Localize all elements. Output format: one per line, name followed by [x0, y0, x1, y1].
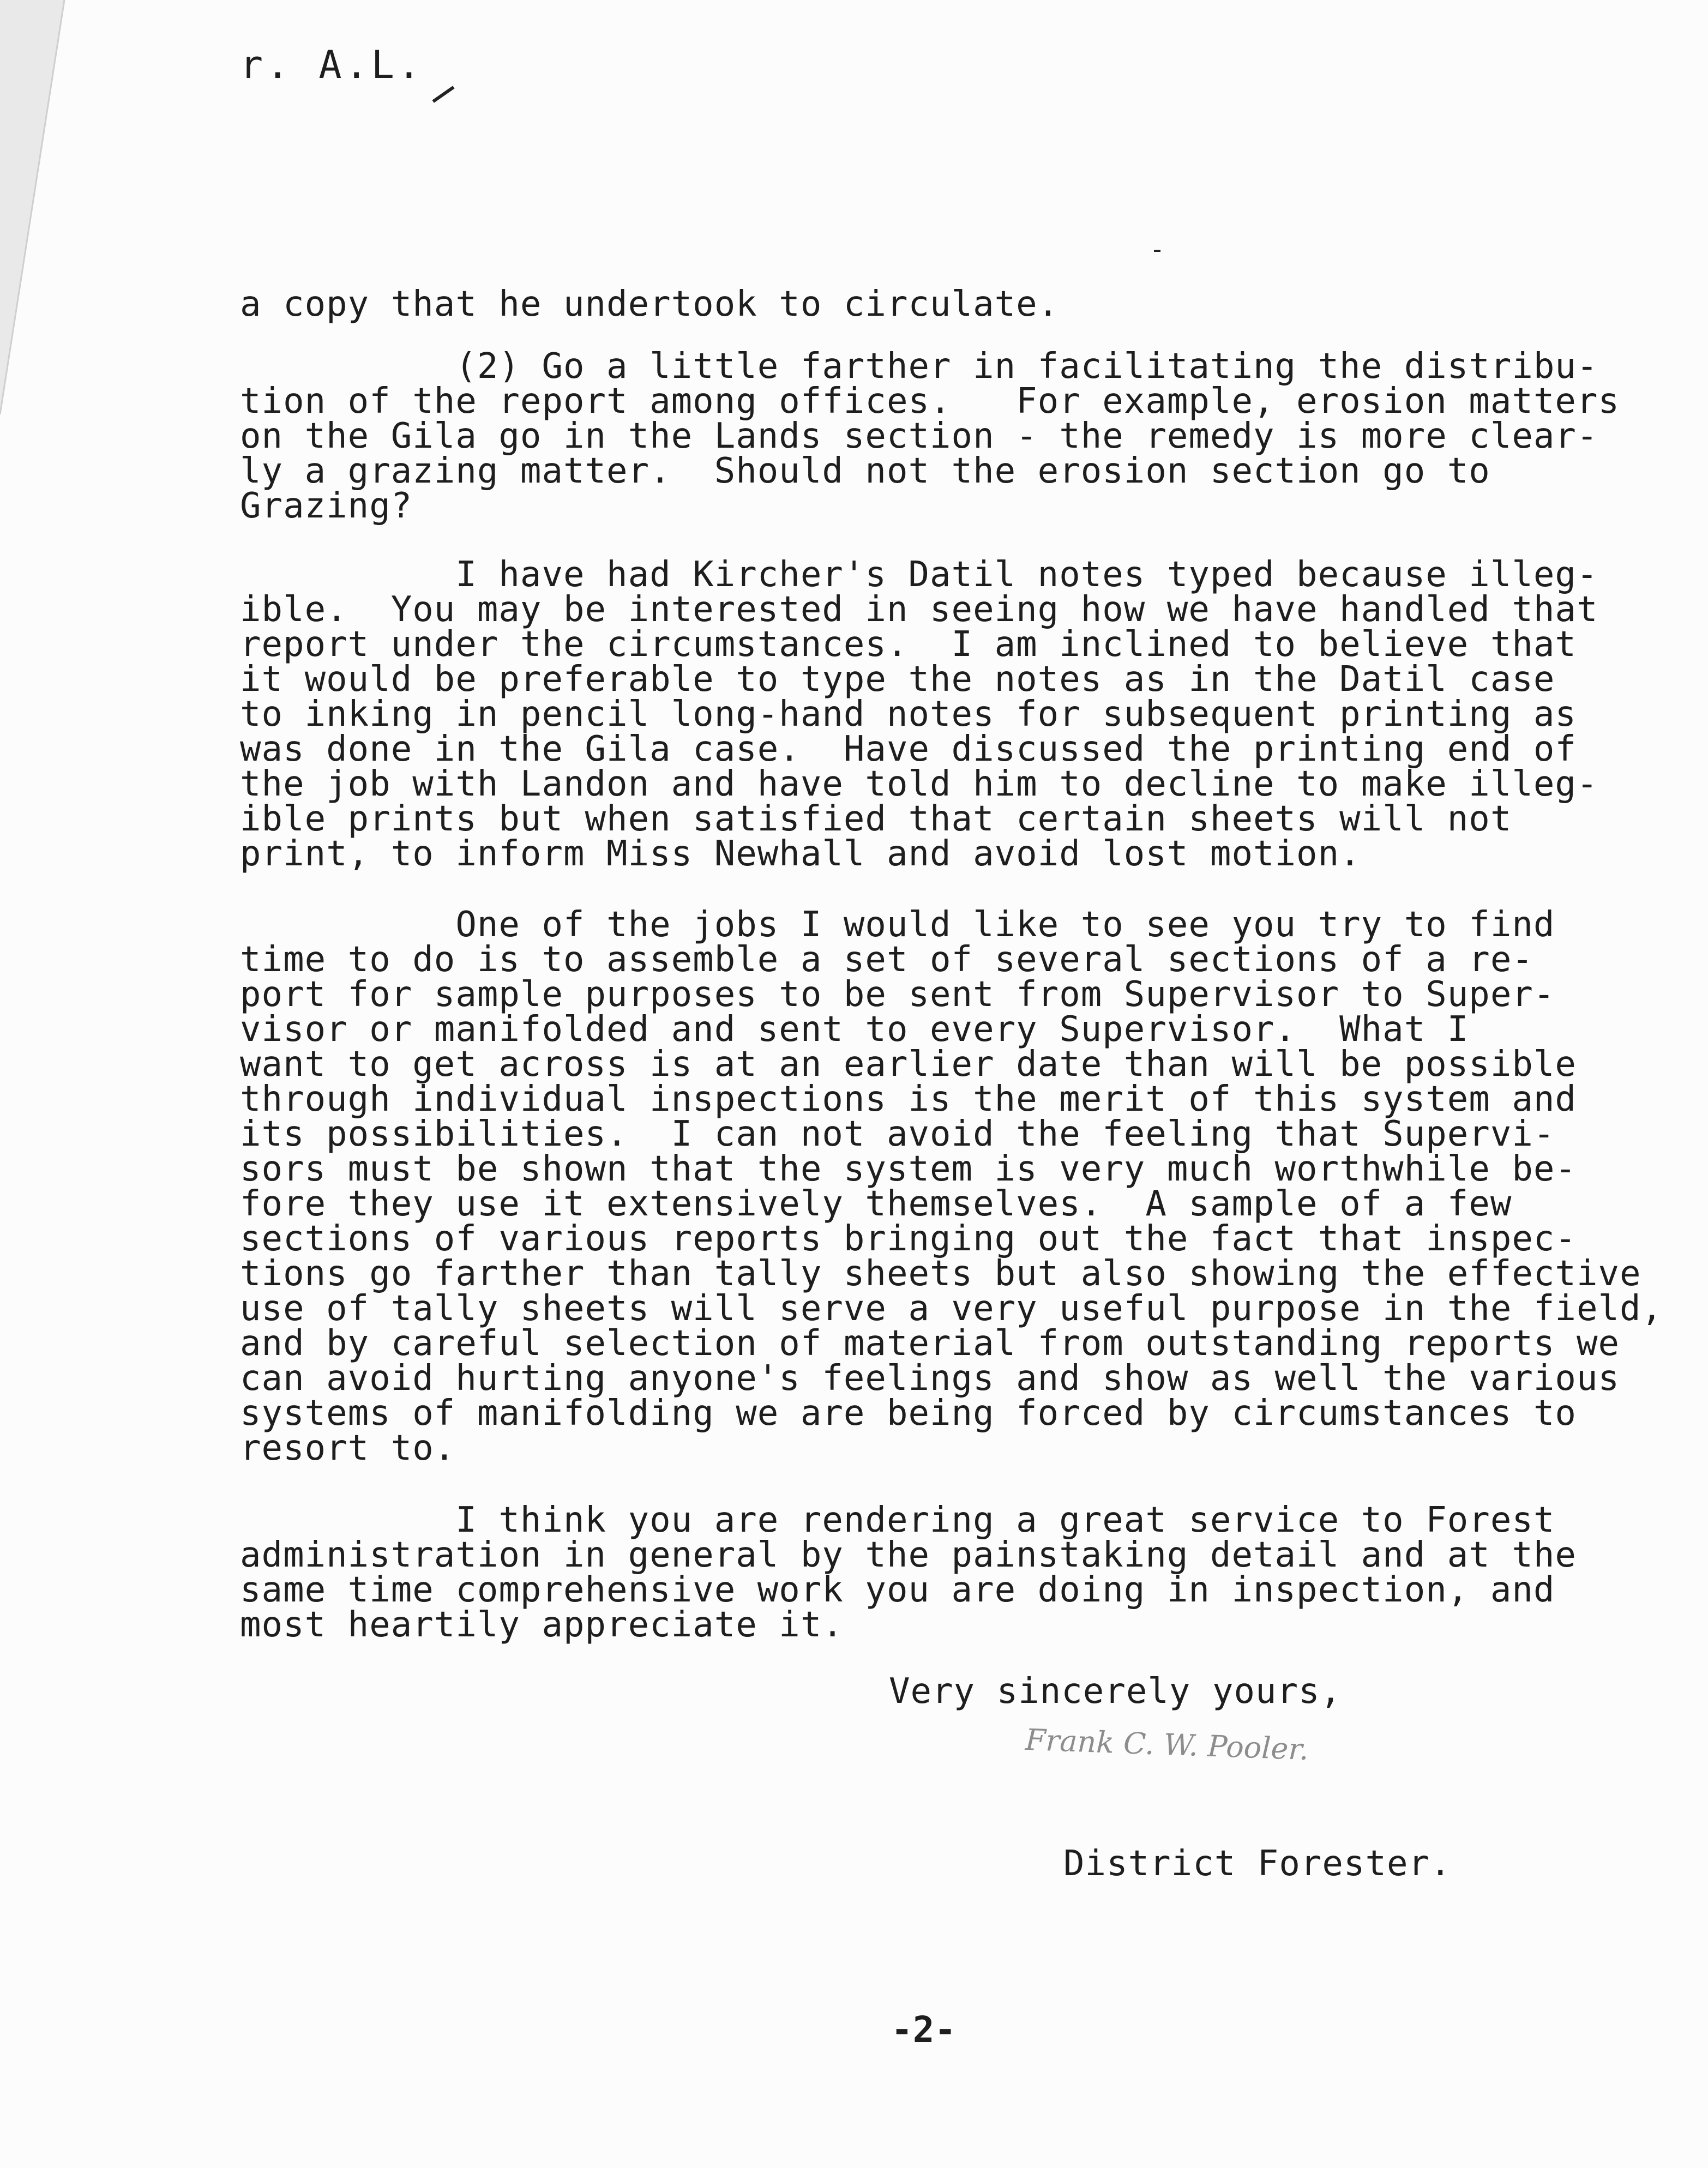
paragraph-3-line-1: time to do is to assemble a set of several sections of a re- [240, 940, 1533, 980]
paragraph-3-line-5: through individual inspections is the merit of this system and [240, 1079, 1577, 1119]
paragraph-3-line-15: resort to. [240, 1428, 456, 1468]
paragraph-3-line-7: sors must be shown that the system is very much worthwhile be- [240, 1149, 1577, 1189]
paragraph-1-line-4: Grazing? [240, 486, 413, 526]
paragraph-3-line-9: sections of various reports bringing out the fact that inspec- [240, 1219, 1577, 1259]
paragraph-2-line-4: to inking in pencil long-hand notes for subsequent printing as [240, 694, 1577, 734]
paragraph-4-line-3: most heartily appreciate it. [240, 1605, 844, 1645]
paragraph-3-line-2: port for sample purposes to be sent from Supervisor to Super- [240, 974, 1555, 1015]
paragraph-3-line-13: can avoid hurting anyone's feelings and show as well the various [240, 1358, 1620, 1399]
paragraph-2-line-0: I have had Kircher's Datil notes typed because illeg- [240, 555, 1598, 595]
paragraph-1-line-0: (2) Go a little farther in facilitating the distribu- [240, 346, 1598, 387]
paragraph-1-line-2: on the Gila go in the Lands section - the remedy is more clear- [240, 416, 1598, 456]
paragraph-3-line-10: tions go farther than tally sheets but also showing the effective [240, 1254, 1641, 1294]
page-number: -2- [891, 2009, 957, 2051]
paragraph-3-line-8: fore they use it extensively themselves. A sample of a few [240, 1184, 1512, 1224]
paragraph-2-line-8: print, to inform Miss Newhall and avoid lost motion. [240, 834, 1361, 874]
paragraph-2-line-6: the job with Landon and have told him to decline to make illeg- [240, 764, 1598, 804]
paragraph-3-line-14: systems of manifolding we are being forced by circumstances to [240, 1393, 1577, 1434]
signature: Frank C. W. Pooler. [1025, 1722, 1309, 1767]
paragraph-3-line-11: use of tally sheets will serve a very useful purpose in the field, [240, 1288, 1663, 1329]
paragraph-3-line-12: and by careful selection of material from outstanding reports we [240, 1323, 1620, 1364]
paragraph-1-line-3: ly a grazing matter. Should not the erosion section go to [240, 451, 1490, 491]
recipient-heading: r. A.L. [240, 43, 424, 87]
paragraph-3-line-0: One of the jobs I would like to see you try to find [240, 905, 1555, 945]
paragraph-1-line-1: tion of the report among offices. For example, erosion matters [240, 381, 1620, 421]
paragraph-2-line-2: report under the circumstances. I am inclined to believe that [240, 624, 1577, 665]
paragraph-0-line-0: a copy that he undertook to circulate. [240, 284, 1060, 324]
paragraph-4-line-2: same time comprehensive work you are doing in inspection, and [240, 1570, 1555, 1610]
stray-mark [1154, 250, 1160, 252]
paragraph-3-line-4: want to get across is at an earlier date than will be possible [240, 1044, 1577, 1085]
paragraph-2-line-3: it would be preferable to type the notes as in the Datil case [240, 659, 1555, 700]
paragraph-2-line-5: was done in the Gila case. Have discussed the printing end of [240, 729, 1577, 769]
paragraph-4-line-1: administration in general by the painstaking detail and at the [240, 1535, 1577, 1575]
paragraph-3-line-3: visor or manifolded and sent to every Supervisor. What I [240, 1009, 1469, 1050]
signer-title: District Forester. [1063, 1844, 1452, 1884]
paragraph-4-line-0: I think you are rendering a great service to Forest [240, 1500, 1555, 1540]
paragraph-2-line-1: ible. You may be interested in seeing how we have handled that [240, 589, 1598, 630]
closing: Very sincerely yours, [889, 1671, 1342, 1712]
paragraph-2-line-7: ible prints but when satisfied that certain sheets will not [240, 799, 1512, 839]
paragraph-3-line-6: its possibilities. I can not avoid the feeling that Supervi- [240, 1114, 1555, 1154]
